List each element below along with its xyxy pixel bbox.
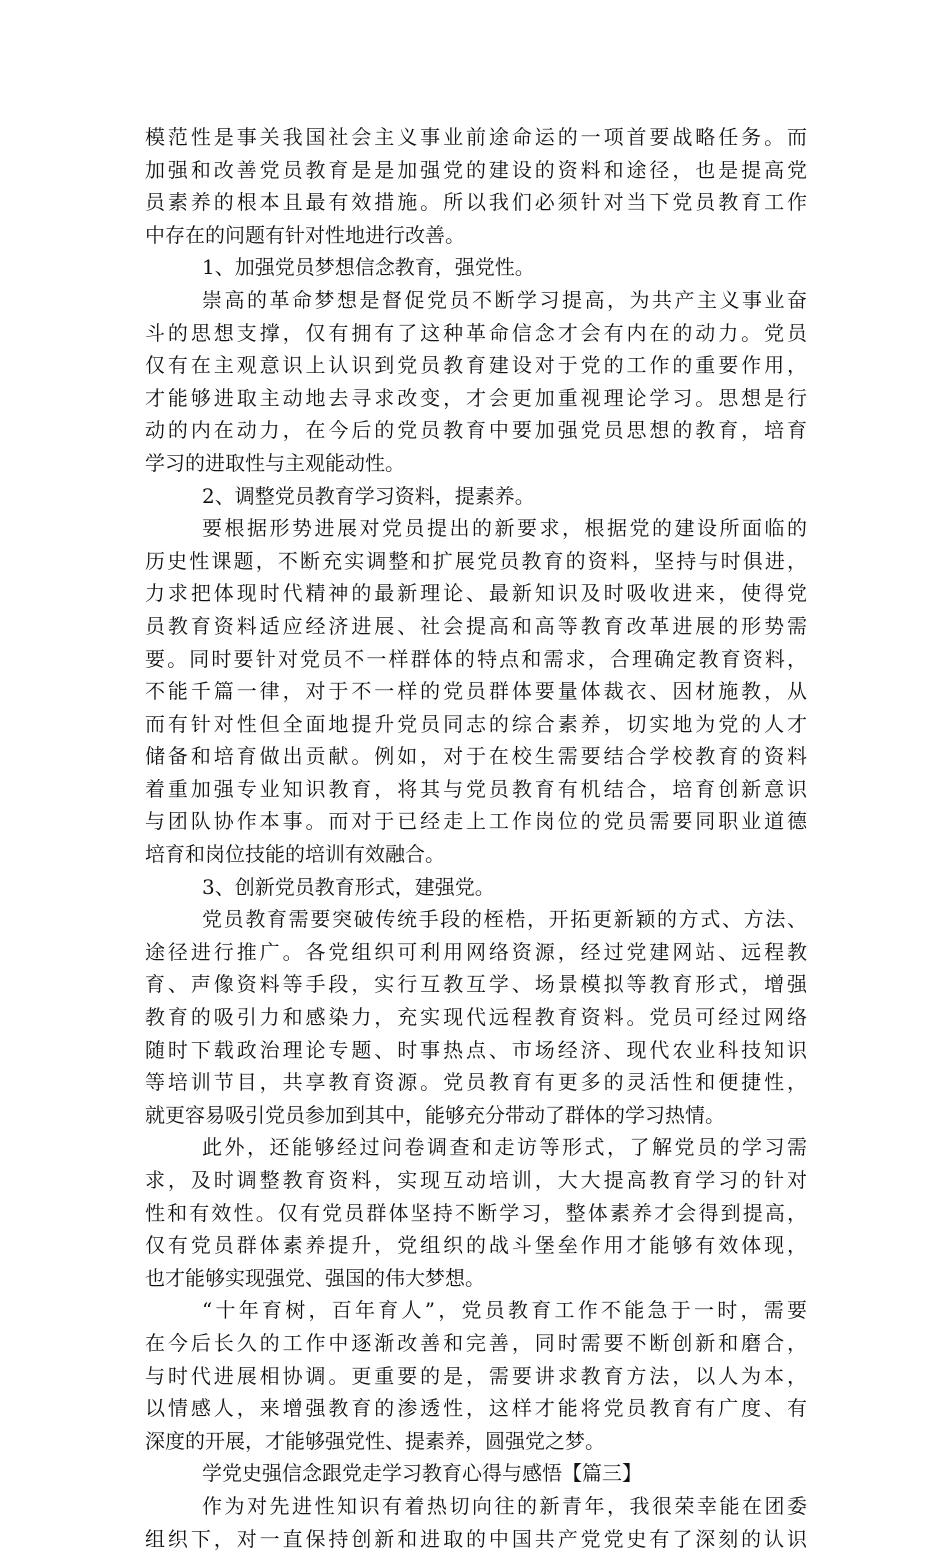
- text-line: 员教育资料适应经济进展、社会提高和高等教育改革进展的形势需: [145, 613, 807, 638]
- text-line: 随时下载政治理论专题、时事热点、市场经济、现代农业科技知识: [145, 1037, 807, 1062]
- text-line: 历史性课题，不断充实调整和扩展党员教育的资料，坚持与时俱进，: [145, 548, 807, 573]
- text-line: 与团队协作本事。而对于已经走上工作岗位的党员需要同职业道德: [145, 809, 807, 834]
- text-line: 模范性是事关我国社会主义事业前途命运的一项首要战略任务。而: [145, 125, 807, 149]
- text-line: 储备和培育做出贡献。例如，对于在校生需要结合学校教育的资料: [145, 744, 807, 769]
- text-line: 也才能够实现强党、强国的伟大梦想。: [145, 1265, 485, 1290]
- text-line: 教育的吸引力和感染力，充实现代远程教育资料。党员可经过网络: [145, 1005, 807, 1030]
- text-line: 崇高的革命梦想是督促党员不断学习提高，为共产主义事业奋: [202, 287, 807, 312]
- text-line: 力求把体现时代精神的最新理论、最新知识及时吸收进来，使得党: [145, 581, 807, 606]
- text-line: 动的内在动力，在今后的党员教育中要加强党员思想的教育，培育: [145, 418, 807, 443]
- text-line: 斗的思想支撑，仅有拥有了这种革命信念才会有内在的动力。党员: [145, 320, 807, 345]
- section-heading: 学党史强信念跟党走学习教育心得与感悟【篇三】: [202, 1461, 642, 1486]
- document-body: [145, 121, 807, 1555]
- text-line: 以情感人，来增强教育的渗透性，这样才能将党员教育有广度、有: [145, 1396, 807, 1421]
- text-line: 要根据形势进展对党员提出的新要求，根据党的建设所面临的: [202, 516, 807, 541]
- section-heading: 2、调整党员教育学习资料，提素养。: [202, 483, 535, 508]
- text-line: 组织下，对一直保持创新和进取的中国共产党党史有了深刻的认识: [145, 1526, 807, 1551]
- text-line: “十年育树，百年育人”，党员教育工作不能急于一时，需要: [202, 1298, 807, 1323]
- text-line: 不能千篇一律，对于不一样的党员群体要量体裁衣、因材施教，从: [145, 679, 807, 704]
- text-line: 性和有效性。仅有党员群体坚持不断学习，整体素养才会得到提高，: [145, 1200, 807, 1225]
- text-line: 中存在的问题有针对性地进行改善。: [145, 222, 465, 247]
- text-line: 等培训节目，共享教育资源。党员教育有更多的灵活性和便捷性，: [145, 1070, 807, 1095]
- text-line: 加强和改善党员教育是是加强党的建设的资料和途径，也是提高党: [145, 157, 807, 182]
- text-line: 求，及时调整教育资料，实现互动培训，大大提高教育学习的针对: [145, 1168, 807, 1192]
- text-line: 就更容易吸引党员参加到其中，能够充分带动了群体的学习热情。: [145, 1102, 725, 1127]
- text-line: 党员教育需要突破传统手段的桎梏，开拓更新颖的方式、方法、: [202, 907, 807, 932]
- text-line: 仅有在主观意识上认识到党员教育建设对于党的工作的重要作用，: [145, 353, 807, 378]
- text-line: 学习的进取性与主观能动性。: [145, 450, 405, 475]
- section-heading: 3、创新党员教育形式，建强党。: [202, 874, 495, 899]
- section-heading: 1、加强党员梦想信念教育，强党性。: [202, 255, 535, 280]
- text-line: 要。同时要针对党员不一样群体的特点和需求，合理确定教育资料，: [145, 646, 807, 671]
- text-line: 培育和岗位技能的培训有效融合。: [145, 842, 445, 867]
- text-line: 育、声像资料等手段，实行互教互学、场景模拟等教育形式，增强: [145, 972, 807, 997]
- text-line: 与时代进展相协调。更重要的是，需要讲求教育方法，以人为本，: [145, 1363, 807, 1388]
- text-line: 在今后长久的工作中逐渐改善和完善，同时需要不断创新和磨合，: [145, 1330, 807, 1355]
- text-line: 员素养的根本且最有效措施。所以我们必须针对当下党员教育工作: [145, 190, 807, 215]
- text-line: 深度的开展，才能够强党性、提素养，圆强党之梦。: [145, 1428, 605, 1453]
- text-line: 途径进行推广。各党组织可利用网络资源，经过党建网站、远程教: [145, 939, 807, 964]
- text-line: 着重加强专业知识教育，将其与党员教育有机结合，培育创新意识: [145, 776, 807, 801]
- text-line: 而有针对性但全面地提升党员同志的综合素养，切实地为党的人才: [145, 711, 807, 736]
- text-line: 仅有党员群体素养提升，党组织的战斗堡垒作用才能够有效体现，: [145, 1233, 807, 1258]
- text-line: 才能够进取主动地去寻求改变，才会更加重视理论学习。思想是行: [145, 385, 807, 410]
- text-line: 此外，还能够经过问卷调查和走访等形式，了解党员的学习需: [202, 1135, 807, 1160]
- text-line: 作为对先进性知识有着热切向往的新青年，我很荣幸能在团委: [202, 1493, 807, 1518]
